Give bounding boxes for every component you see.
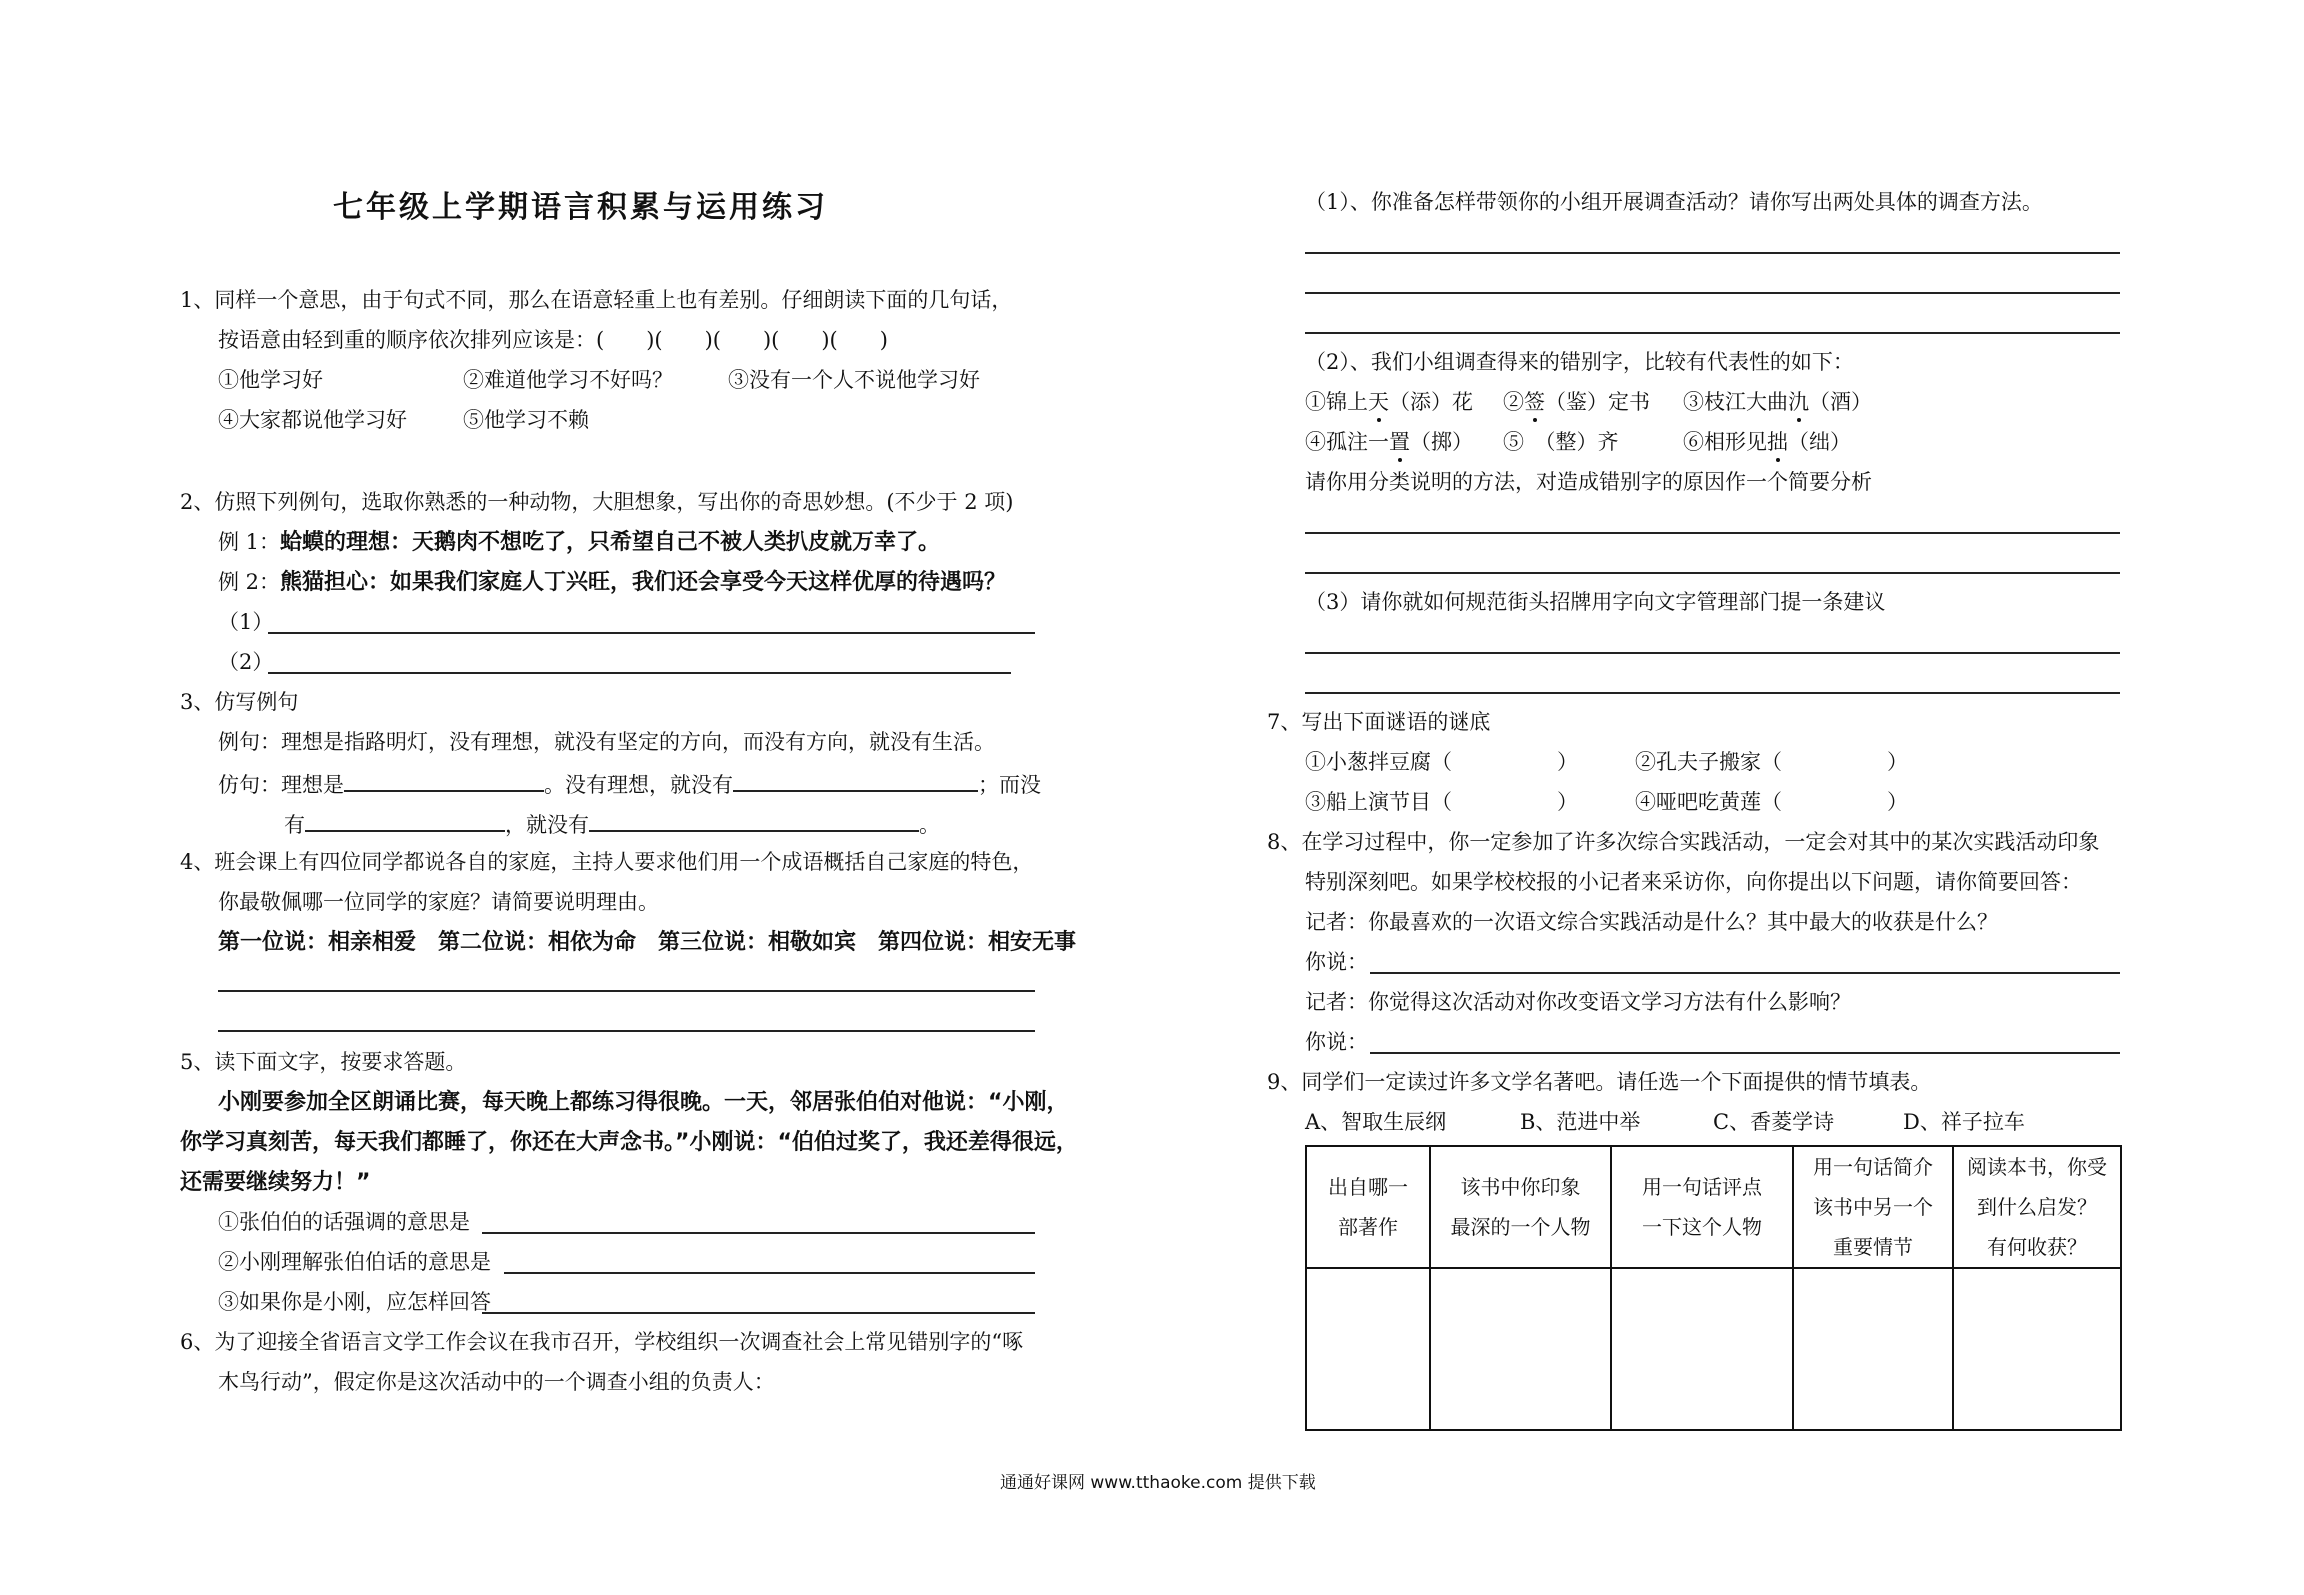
q3-text-4: 有 bbox=[284, 813, 305, 837]
q7-riddle-3: ③船上演节目（ ） bbox=[1305, 790, 1578, 814]
q2-answer-1-label: （1） bbox=[218, 610, 274, 634]
header-other-plot: 用一句话简介 该书中另一个 重要情节 bbox=[1793, 1146, 1953, 1268]
q1-prompt: 1、同样一个意思，由于句式不同，那么在语意轻重上也有差别。仔细朗读下面的几句话， bbox=[180, 288, 1013, 312]
q8-reporter-question-2: 记者：你觉得这次活动对你改变语文学习方法有什么影响？ bbox=[1305, 990, 1851, 1014]
q8-answer-line-2[interactable] bbox=[1370, 1052, 2120, 1054]
q6-typo-6: ⑥相形见拙（绌） bbox=[1683, 430, 1851, 454]
q9-option-d: D、祥子拉车 bbox=[1903, 1110, 2025, 1134]
header-memorable-character: 该书中你印象 最深的一个人物 bbox=[1430, 1146, 1611, 1268]
header-inspiration: 阅读本书，你受 到什么启发？ 有何收获？ bbox=[1953, 1146, 2121, 1268]
q5-answer-line-1[interactable] bbox=[482, 1232, 1035, 1234]
answer-cell-other-plot[interactable] bbox=[1793, 1268, 1953, 1430]
q2-answer-1-line[interactable] bbox=[268, 632, 1035, 634]
q1-order-blanks: 按语意由轻到重的顺序依次排列应该是：( )( )( )( )( ) bbox=[218, 328, 888, 352]
table-header-row bbox=[1306, 1146, 2121, 1268]
q3-imitation-line-1 bbox=[218, 772, 1041, 796]
answer-cell-source-book[interactable] bbox=[1306, 1268, 1430, 1430]
q6-answer-line-5[interactable] bbox=[1305, 572, 2120, 574]
q6-typo-5: ⑤ （整）齐 bbox=[1503, 430, 1619, 454]
q3-imitation-line-2 bbox=[284, 812, 940, 836]
q6-answer-line-7[interactable] bbox=[1305, 692, 2120, 694]
q9-option-b: B、范进中举 bbox=[1520, 1110, 1641, 1134]
q3-blank-1[interactable] bbox=[344, 772, 544, 792]
q1-option-5: ⑤他学习不赖 bbox=[463, 408, 589, 432]
q2-example-2-text: 熊猫担心：如果我们家庭人丁兴旺，我们还会享受今天这样优厚的待遇吗？ bbox=[280, 570, 1007, 595]
q6-sub-2: （2）、我们小组调查得来的错别字，比较有代表性的如下： bbox=[1305, 350, 1854, 374]
q3-text-6: 。 bbox=[919, 813, 940, 837]
header-source-book: 出自哪一 部著作 bbox=[1306, 1146, 1430, 1268]
q2-example-2 bbox=[218, 572, 1006, 594]
q2-answer-2-line[interactable] bbox=[268, 672, 1011, 674]
q8-answer-label-2: 你说： bbox=[1305, 1030, 1368, 1054]
answer-cell-memorable-character[interactable] bbox=[1430, 1268, 1611, 1430]
q9-option-a: A、智取生辰纲 bbox=[1305, 1110, 1447, 1134]
q8-prompt: 8、在学习过程中，你一定参加了许多次综合实践活动，一定会对其中的某次实践活动印象 bbox=[1267, 830, 2100, 854]
typo-char: 拙 bbox=[1767, 430, 1788, 454]
typo-char: 氿 bbox=[1788, 390, 1809, 414]
q2-prompt: 2、仿照下列例句，选取你熟悉的一种动物，大胆想象，写出你的奇思妙想。(不少于 2 项) bbox=[180, 490, 1014, 514]
q6-prompt-2: 木鸟行动”，假定你是这次活动中的一个调查小组的负责人： bbox=[218, 1370, 775, 1394]
q3-prompt: 3、仿写例句 bbox=[180, 690, 299, 714]
q6-answer-line-1[interactable] bbox=[1305, 252, 2120, 254]
q8-answer-line-1[interactable] bbox=[1370, 972, 2120, 974]
q1-option-1: ①他学习好 bbox=[218, 368, 323, 392]
q6-sub-1: （1）、你准备怎样带领你的小组开展调查活动？请你写出两处具体的调查方法。 bbox=[1305, 190, 2043, 214]
q1-option-2: ②难道他学习不好吗？ bbox=[463, 368, 673, 392]
q5-sub-1: ①张伯伯的话强调的意思是 bbox=[218, 1210, 470, 1234]
q8-answer-label-1: 你说： bbox=[1305, 950, 1368, 974]
q1-option-4: ④大家都说他学习好 bbox=[218, 408, 407, 432]
plot-table bbox=[1305, 1145, 2122, 1431]
q3-text-5: ，就没有 bbox=[505, 813, 589, 837]
q3-example: 例句：理想是指路明灯，没有理想，就没有坚定的方向，而没有方向，就没有生活。 bbox=[218, 730, 995, 754]
q7-riddle-2: ②孔夫子搬家（ ） bbox=[1635, 750, 1908, 774]
q7-prompt: 7、写出下面谜语的谜底 bbox=[1267, 710, 1491, 734]
q5-answer-line-3[interactable] bbox=[482, 1312, 1035, 1314]
q2-example-1-text: 蛤蟆的理想：天鹅肉不想吃了，只希望自己不被人类扒皮就万幸了。 bbox=[280, 530, 941, 555]
q2-example-2-label: 例 2： bbox=[218, 570, 281, 594]
q6-answer-line-3[interactable] bbox=[1305, 332, 2120, 334]
q9-prompt: 9、同学们一定读过许多文学名著吧。请任选一个下面提供的情节填表。 bbox=[1267, 1070, 1932, 1094]
footer-credit: 通通好课网 www.tthaoke.com 提供下载 bbox=[1000, 1473, 1316, 1493]
q1-option-3: ③没有一个人不说他学习好 bbox=[728, 368, 980, 392]
q5-answer-line-2[interactable] bbox=[504, 1272, 1035, 1274]
page-title: 七年级上学期语言积累与运用练习 bbox=[333, 190, 828, 225]
q5-passage-2: 你学习真刻苦，每天我们都睡了，你还在大声念书。”小刚说：“伯伯过奖了，我还差得很远， bbox=[180, 1130, 1078, 1155]
q5-sub-3: ③如果你是小刚，应怎样回答 bbox=[218, 1290, 491, 1314]
q6-answer-line-6[interactable] bbox=[1305, 652, 2120, 654]
q6-typo-2: ②签（鉴）定书 bbox=[1503, 390, 1650, 414]
q4-answer-line-1[interactable] bbox=[218, 990, 1035, 992]
q5-passage-1: 小刚要参加全区朗诵比赛，每天晚上都练习得很晚。一天，邻居张伯伯对他说：“小刚， bbox=[218, 1090, 1069, 1115]
q5-passage-3: 还需要继续努力！” bbox=[180, 1170, 371, 1195]
header-character-comment: 用一句话评点 一下这个人物 bbox=[1611, 1146, 1793, 1268]
q6-typo-4: ④孤注一置（掷） bbox=[1305, 430, 1473, 454]
answer-cell-character-comment[interactable] bbox=[1611, 1268, 1793, 1430]
q6-answer-line-4[interactable] bbox=[1305, 532, 2120, 534]
typo-char: 签 bbox=[1524, 390, 1545, 414]
q4-prompt: 4、班会课上有四位同学都说各自的家庭，主持人要求他们用一个成语概括自己家庭的特色， bbox=[180, 850, 1034, 874]
q4-answer-line-2[interactable] bbox=[218, 1030, 1035, 1032]
q8-prompt-2: 特别深刻吧。如果学校校报的小记者来采访你，向你提出以下问题，请你简要回答： bbox=[1305, 870, 2082, 894]
q6-sub-2-instruction: 请你用分类说明的方法，对造成错别字的原因作一个简要分析 bbox=[1305, 470, 1872, 494]
q6-answer-line-2[interactable] bbox=[1305, 292, 2120, 294]
q7-riddle-4: ④哑吧吃黄莲（ ） bbox=[1635, 790, 1908, 814]
q6-typo-1: ①锦上天（添）花 bbox=[1305, 390, 1473, 414]
q5-sub-2: ②小刚理解张伯伯话的意思是 bbox=[218, 1250, 491, 1274]
q4-idioms: 第一位说：相亲相爱 第二位说：相依为命 第三位说：相敬如宾 第四位说：相安无事 bbox=[218, 930, 1077, 955]
typo-char: 置 bbox=[1389, 430, 1410, 454]
q3-text-1: 仿句：理想是 bbox=[218, 773, 344, 797]
q9-option-c: C、香菱学诗 bbox=[1713, 1110, 1835, 1134]
q3-blank-3[interactable] bbox=[305, 812, 505, 832]
q2-example-1-label: 例 1： bbox=[218, 530, 281, 554]
q3-blank-2[interactable] bbox=[733, 772, 978, 792]
q6-typo-3: ③枝江大曲氿（酒） bbox=[1683, 390, 1872, 414]
q6-prompt: 6、为了迎接全省语言文学工作会议在我市召开，学校组织一次调查社会上常见错别字的“啄 bbox=[180, 1330, 1024, 1354]
q4-prompt-2: 你最敬佩哪一位同学的家庭？请简要说明理由。 bbox=[218, 890, 659, 914]
q5-prompt: 5、读下面文字，按要求答题。 bbox=[180, 1050, 467, 1074]
q3-text-2: 。没有理想，就没有 bbox=[544, 773, 733, 797]
table-row bbox=[1306, 1268, 2121, 1430]
q6-sub-3: （3）请你就如何规范街头招牌用字向文字管理部门提一条建议 bbox=[1305, 590, 1886, 614]
q3-text-3: ；而没 bbox=[978, 773, 1041, 797]
q7-riddle-1: ①小葱拌豆腐（ ） bbox=[1305, 750, 1578, 774]
q3-blank-4[interactable] bbox=[589, 812, 919, 832]
q8-reporter-question-1: 记者：你最喜欢的一次语文综合实践活动是什么？其中最大的收获是什么？ bbox=[1305, 910, 1998, 934]
q2-example-1 bbox=[218, 532, 940, 554]
q2-answer-2-label: （2） bbox=[218, 650, 274, 674]
answer-cell-inspiration[interactable] bbox=[1953, 1268, 2121, 1430]
typo-char: 天 bbox=[1368, 390, 1389, 414]
